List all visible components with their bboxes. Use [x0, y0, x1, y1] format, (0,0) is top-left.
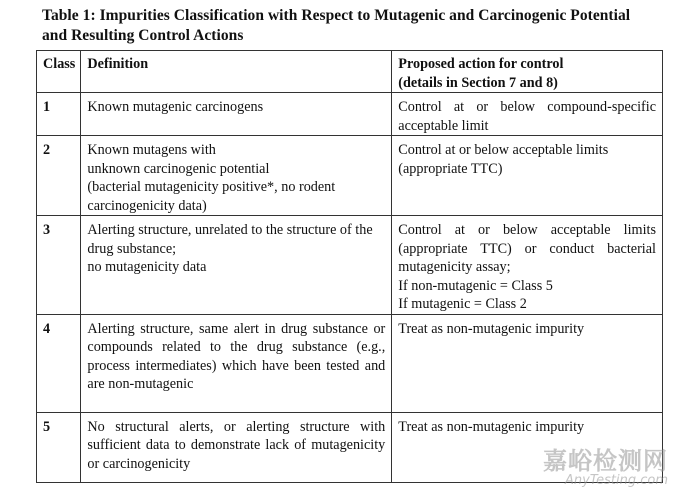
action-cell — [392, 314, 663, 412]
watermark — [543, 448, 668, 488]
watermark-cn-text: 嘉峪检测网 — [543, 447, 668, 475]
definition-text: (bacterial mutagenicity positive*, no rodent carcinogenicity data) — [87, 179, 336, 214]
table-row — [37, 136, 663, 216]
definition-text: Known mutagens with — [87, 142, 216, 158]
watermark-en-text: AnyTesting.com — [564, 473, 668, 488]
action-text: If non-mutagenic = Class 5 — [398, 277, 553, 294]
definition-text: no mutagenicity data — [87, 259, 207, 275]
definition-text: Alerting structure, same alert in drug substance or compounds related to the drug substance (e.g., process intermediates) which have been tested and are non-mutagenic — [87, 320, 386, 392]
table-row — [37, 93, 663, 136]
class-cell: 3 — [37, 216, 81, 315]
table-row — [37, 314, 663, 412]
definition-cell — [81, 314, 392, 412]
action-text: Control at or below compound-specific acceptable limit — [398, 99, 656, 134]
action-text: Treat as non-mutagenic impurity — [398, 418, 585, 435]
action-cell — [392, 136, 663, 216]
caption-line-2: and Resulting Control Actions — [42, 27, 244, 44]
header-action-line-2: (details in Section 7 and 8) — [398, 74, 558, 91]
class-cell: 1 — [37, 93, 81, 136]
class-cell: 5 — [37, 412, 81, 482]
definition-cell — [81, 412, 392, 482]
definition-text: unknown carcinogenic potential — [87, 160, 270, 177]
header-action — [392, 51, 663, 93]
action-text: Control at or below acceptable limits (appropriate TTC) — [398, 142, 609, 177]
header-row — [37, 51, 663, 93]
header-action-line-1: Proposed action for control — [398, 56, 564, 72]
definition-text: No structural alerts, or alerting structure with sufficient data to demonstrate lack of mutagenicity or carcinogenicity — [87, 418, 386, 472]
class-cell: 2 — [37, 136, 81, 216]
definition-cell — [81, 136, 392, 216]
caption-line-1: Table 1: Impurities Classification with Respect to Mutagenic and Carcinogenic Potential — [42, 7, 631, 24]
action-cell — [392, 93, 663, 136]
definition-text: Known mutagenic carcinogens — [87, 99, 264, 115]
definition-cell — [81, 93, 392, 136]
header-definition: Definition — [81, 51, 392, 93]
definition-cell — [81, 216, 392, 315]
action-cell — [392, 216, 663, 315]
impurity-classification-table — [36, 50, 663, 483]
action-text: Control at or below acceptable limits (appropriate TTC) or conduct bacterial mutagenicity assay; — [398, 222, 656, 275]
table-caption — [42, 6, 672, 46]
action-text: If mutagenic = Class 2 — [398, 296, 527, 312]
table-row — [37, 216, 663, 315]
definition-text: Alerting structure, unrelated to the structure of the drug substance; — [87, 222, 373, 257]
class-cell: 4 — [37, 314, 81, 412]
header-class: Class — [37, 51, 81, 93]
action-text: Treat as non-mutagenic impurity — [398, 320, 585, 337]
